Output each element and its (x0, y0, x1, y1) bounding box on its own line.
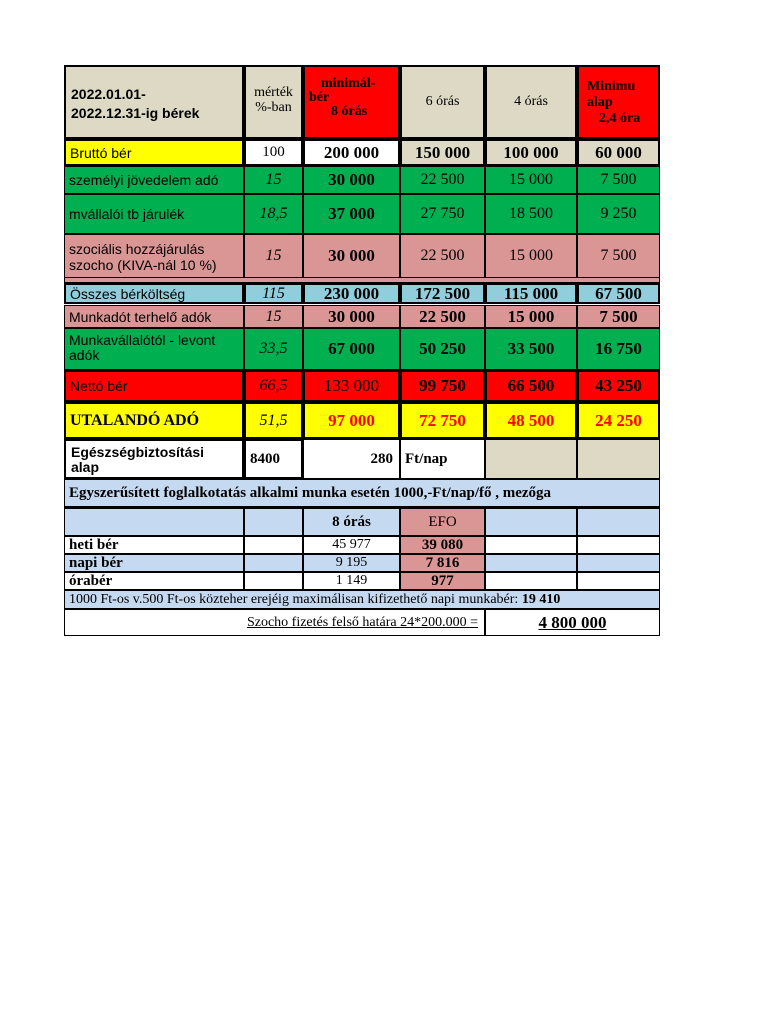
header-rate-cell[interactable] (244, 65, 303, 139)
row-szocho-v8[interactable] (303, 234, 400, 278)
header-alap-line3: 2,4 óra (599, 111, 641, 126)
row-szja-v4-text: 15 000 (509, 171, 553, 188)
row-levont-v8[interactable] (303, 328, 400, 370)
row-utalando-va[interactable] (577, 402, 660, 439)
row-levont-v6-text: 50 250 (419, 339, 466, 358)
header-alap-line1: Minimu (587, 79, 636, 94)
row-szocho-label-line1: szociális hozzájárulás (69, 241, 205, 257)
efo-header-empty-1 (485, 508, 577, 536)
row-munkado-va[interactable] (577, 305, 660, 328)
row-levont-v4-text: 33 500 (507, 339, 555, 358)
header-6oras-cell[interactable] (400, 65, 485, 139)
row-szja-rate[interactable] (244, 166, 303, 194)
row-osszes-v6-text: 172 500 (414, 283, 471, 303)
efo-header-label (64, 508, 244, 536)
row-tb-rate[interactable] (244, 194, 303, 234)
row-utalando-v6-text: 72 750 (419, 410, 466, 430)
egeszseg-label-line1: Egészségbiztosítási (71, 444, 205, 460)
row-osszes-va-text: 67 500 (595, 283, 642, 303)
row-osszes-label-text: Összes bérköltség (70, 285, 186, 302)
efo-row-heti-empty-2 (577, 536, 660, 554)
row-szocho-v8-text: 30 000 (328, 246, 375, 265)
row-munkado-rate-text: 15 (265, 307, 282, 325)
row-levont-v8-text: 67 000 (328, 339, 375, 358)
row-osszes-v6[interactable] (400, 283, 485, 304)
efo-header-efo[interactable] (400, 508, 485, 536)
egeszseg-value[interactable] (244, 439, 303, 479)
efo-row-napi-v8-text: 9 195 (335, 555, 368, 570)
efo-row-ora-v8-text: 1 149 (335, 573, 368, 588)
efo-row-napi-efo[interactable] (400, 554, 485, 572)
row-netto-v8[interactable] (303, 370, 400, 402)
egeszseg-empty-1 (485, 439, 577, 479)
efo-row-ora-empty-1 (485, 572, 577, 590)
efo-row-heti-rate (244, 536, 303, 554)
efo-row-napi-label-text: napi bér (69, 554, 123, 571)
efo-header-efo-text: EFO (428, 513, 457, 530)
row-levont-va[interactable] (577, 328, 660, 370)
row-utalando-v8-text: 97 000 (328, 410, 375, 430)
row-brutto-label[interactable] (64, 139, 244, 166)
footer-note-value: 19 410 (521, 591, 561, 607)
header-4oras-cell[interactable] (485, 65, 577, 139)
row-utalando-v6[interactable] (400, 402, 485, 439)
efo-header-rate (244, 508, 303, 536)
row-osszes-label[interactable] (64, 283, 244, 304)
efo-row-napi-empty-1 (485, 554, 577, 572)
row-szocho-va-text: 7 500 (600, 247, 637, 264)
efo-row-ora-efo-text: 977 (431, 572, 454, 589)
row-utalando-v8[interactable] (303, 402, 400, 439)
header-alap-cell[interactable] (577, 65, 660, 139)
header-min-line1: minimál- (321, 76, 376, 91)
header-period-line1: 2022.01.01- (71, 86, 146, 102)
row-brutto-v4-text: 100 000 (503, 142, 559, 162)
header-min-line3: 8 órás (331, 104, 368, 119)
efo-row-heti-label-text: heti bér (69, 536, 119, 553)
efo-row-ora-rate (244, 572, 303, 590)
efo-row-ora-empty-2 (577, 572, 660, 590)
row-szocho-va[interactable] (577, 234, 660, 278)
footer-szocho-label[interactable] (64, 609, 485, 636)
row-tb-v4-text: 18 500 (509, 205, 553, 222)
row-utalando-rate[interactable] (244, 402, 303, 439)
header-period-line2: 2022.12.31-ig bérek (71, 105, 200, 121)
row-tb-v6-text: 27 750 (420, 205, 465, 222)
row-tb-v6[interactable] (400, 194, 485, 234)
row-netto-rate[interactable] (244, 370, 303, 402)
row-levont-rate-text: 33,5 (259, 340, 288, 357)
egeszseg-label-line2: alap (71, 459, 100, 475)
row-brutto-v8[interactable] (303, 139, 400, 166)
row-brutto-va[interactable] (577, 139, 660, 166)
row-szja-va[interactable] (577, 166, 660, 194)
row-levont-label[interactable] (64, 328, 244, 370)
row-szocho-v4[interactable] (485, 234, 577, 278)
row-levont-rate[interactable] (244, 328, 303, 370)
header-period-cell[interactable] (64, 65, 244, 139)
row-szja-v8-text: 30 000 (328, 170, 375, 189)
row-munkado-label-text: Munkadót terhelő adók (69, 308, 212, 325)
row-tb-v4[interactable] (485, 194, 577, 234)
row-utalando-va-text: 24 250 (595, 410, 642, 430)
header-6oras-label: 6 órás (425, 94, 460, 109)
row-netto-v6[interactable] (400, 370, 485, 402)
egeszseg-unit[interactable] (400, 439, 485, 479)
efo-row-napi-efo-text: 7 816 (425, 554, 460, 571)
header-rate-line1: mérték (254, 85, 293, 100)
row-szja-rate-text: 15 (265, 171, 282, 188)
row-brutto-v4[interactable] (485, 139, 577, 166)
row-netto-v6-text: 99 750 (419, 376, 466, 395)
row-osszes-v8-text: 230 000 (323, 283, 380, 303)
row-brutto-va-text: 60 000 (595, 142, 642, 162)
row-munkado-rate[interactable] (244, 305, 303, 328)
row-szja-v6[interactable] (400, 166, 485, 194)
footer-szocho-value-text: 4 800 000 (538, 612, 607, 632)
egeszseg-unit-text: Ft/nap (405, 450, 448, 467)
row-munkado-label[interactable] (64, 305, 244, 328)
row-szocho-label-line2: szocho (KIVA-nál 10 %) (69, 257, 217, 273)
row-osszes-rate[interactable] (244, 283, 303, 304)
row-munkado-v8[interactable] (303, 305, 400, 328)
row-tb-va-text: 9 250 (600, 205, 637, 222)
efo-row-napi-rate (244, 554, 303, 572)
footer-note[interactable] (64, 590, 660, 609)
row-levont-v4[interactable] (485, 328, 577, 370)
efo-row-ora-v8[interactable] (303, 572, 400, 590)
row-netto-v4[interactable] (485, 370, 577, 402)
row-levont-label-line1: Munkavállalótól - levont (69, 332, 216, 348)
efo-row-ora-efo[interactable] (400, 572, 485, 590)
efo-header-8oras-text: 8 órás (332, 513, 371, 530)
row-utalando-label[interactable] (64, 402, 244, 439)
efo-row-napi-label[interactable] (64, 554, 244, 572)
row-tb-label[interactable] (64, 194, 244, 234)
row-szja-v8[interactable] (303, 166, 400, 194)
header-alap-line2: alap (587, 95, 613, 110)
header-4oras-label: 4 órás (514, 94, 548, 109)
row-szja-label[interactable] (64, 166, 244, 194)
row-utalando-rate-text: 51,5 (259, 411, 288, 429)
efo-row-napi-v8[interactable] (303, 554, 400, 572)
row-brutto-rate[interactable] (244, 139, 303, 166)
row-brutto-v8-text: 200 000 (323, 142, 380, 162)
efo-row-heti-empty-1 (485, 536, 577, 554)
egyszerusitett-banner-text: Egyszerűsített foglalkotatás alkalmi munka esetén 1000,-Ft/nap/fő , mezőga (69, 484, 552, 501)
row-szja-v4[interactable] (485, 166, 577, 194)
row-tb-rate-text: 18,5 (259, 205, 288, 222)
efo-row-heti-efo[interactable] (400, 536, 485, 554)
footer-szocho-value[interactable] (485, 609, 660, 636)
row-brutto-v6[interactable] (400, 139, 485, 166)
row-szocho-rate-text: 15 (265, 247, 282, 264)
row-netto-v8-text: 133 000 (323, 376, 380, 395)
egyszerusitett-banner[interactable] (64, 479, 660, 508)
row-osszes-v4[interactable] (485, 283, 577, 304)
row-tb-v8[interactable] (303, 194, 400, 234)
footer-note-text: 1000 Ft-os v.500 Ft-os közteher erejéig maximálisan kifizethető napi munkabér: (69, 591, 519, 607)
row-szocho-v4-text: 15 000 (509, 247, 553, 264)
header-rate-line2: %-ban (255, 100, 292, 115)
row-brutto-label-text: Bruttó bér (70, 144, 132, 161)
row-munkado-v8-text: 30 000 (328, 306, 375, 326)
row-munkado-v4-text: 15 000 (507, 306, 555, 326)
row-brutto-rate-text: 100 (262, 144, 285, 160)
efo-row-napi-empty-2 (577, 554, 660, 572)
row-netto-va[interactable] (577, 370, 660, 402)
egeszseg-daily[interactable] (303, 439, 400, 479)
efo-row-ora-label[interactable] (64, 572, 244, 590)
row-netto-label[interactable] (64, 370, 244, 402)
row-utalando-v4-text: 48 500 (507, 410, 555, 430)
efo-header-8oras[interactable] (303, 508, 400, 536)
efo-row-ora-label-text: órabér (69, 572, 113, 589)
row-brutto-v6-text: 150 000 (414, 142, 471, 162)
row-szocho-label[interactable] (64, 234, 244, 278)
row-levont-va-text: 16 750 (595, 339, 642, 358)
row-osszes-rate-text: 115 (262, 284, 285, 302)
row-utalando-v4[interactable] (485, 402, 577, 439)
row-tb-va[interactable] (577, 194, 660, 234)
efo-row-heti-label[interactable] (64, 536, 244, 554)
row-netto-label-text: Nettó bér (70, 378, 128, 394)
row-munkado-v6[interactable] (400, 305, 485, 328)
row-tb-v8-text: 37 000 (328, 204, 375, 223)
row-netto-v4-text: 66 500 (507, 376, 555, 395)
row-szocho-v6[interactable] (400, 234, 485, 278)
header-min-line2: bér (309, 90, 330, 105)
egeszseg-empty-2 (577, 439, 660, 479)
row-munkado-va-text: 7 500 (599, 306, 638, 326)
row-osszes-v4-text: 115 000 (503, 283, 559, 303)
row-netto-va-text: 43 250 (595, 376, 642, 395)
egeszseg-value-text: 8400 (250, 450, 280, 467)
row-szja-v6-text: 22 500 (420, 171, 465, 188)
row-szja-va-text: 7 500 (600, 171, 637, 188)
row-munkado-v4[interactable] (485, 305, 577, 328)
egeszseg-daily-text: 280 (370, 450, 393, 467)
efo-row-heti-v8-text: 45 977 (332, 537, 371, 552)
row-netto-rate-text: 66,5 (259, 377, 288, 394)
row-osszes-va[interactable] (577, 283, 660, 304)
row-szocho-v6-text: 22 500 (420, 247, 465, 264)
row-osszes-v8[interactable] (303, 283, 400, 304)
row-levont-label-line2: adók (69, 347, 100, 363)
header-minimalber-cell[interactable] (303, 65, 400, 139)
row-szja-label-text: személyi jövedelem adó (69, 172, 219, 188)
efo-row-heti-v8[interactable] (303, 536, 400, 554)
row-szocho-rate[interactable] (244, 234, 303, 278)
footer-szocho-text: Szocho fizetés felső határa 24*200.000 = (246, 614, 478, 630)
efo-header-empty-2 (577, 508, 660, 536)
efo-row-heti-efo-text: 39 080 (421, 536, 464, 553)
row-tb-label-text: mvállalói tb járulék (69, 206, 185, 222)
row-utalando-label-text: UTALANDÓ ADÓ (70, 411, 200, 429)
row-munkado-v6-text: 22 500 (419, 306, 466, 326)
row-levont-v6[interactable] (400, 328, 485, 370)
egeszseg-label[interactable] (64, 439, 244, 479)
